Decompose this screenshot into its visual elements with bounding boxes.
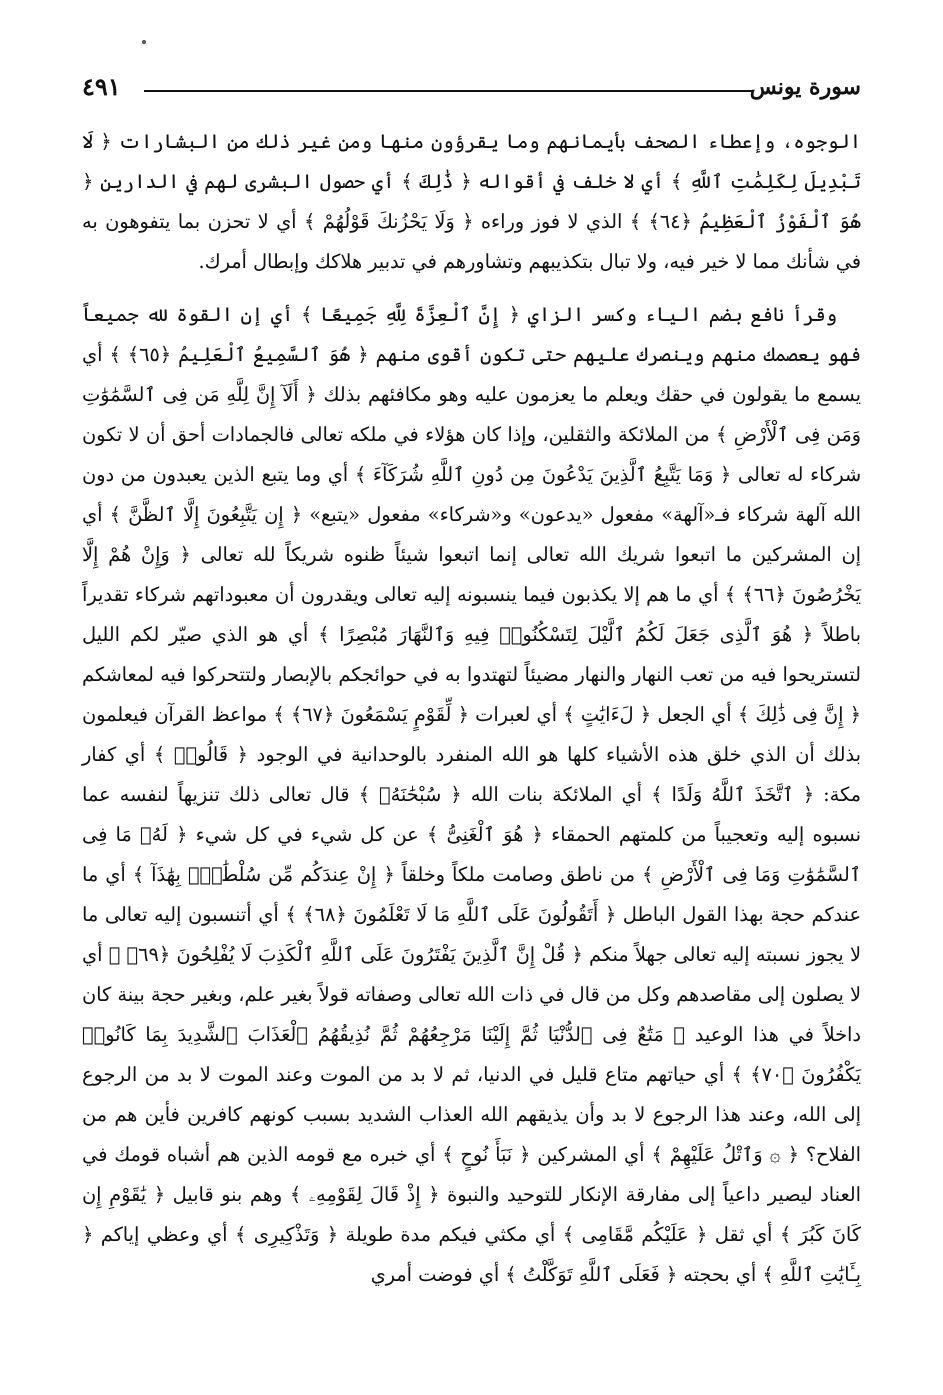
page-header	[82, 68, 861, 112]
commentary-body	[82, 122, 861, 1295]
header-rule	[144, 90, 753, 92]
surah-title: سورة يونس	[749, 74, 861, 100]
paragraph: الوجوه، وإعطاء الصحف بأيمانهم وما يقرؤون منها ومن غير ذلك من البشارات ﴿ لَا تَبْدِيلَ لِكَلِمَٰتِ ٱللَّهِ ﴾ أي لا خلف في أقواله ﴿ ذَٰلِكَ ﴾ أي حصول البشرى لهم في الدارين ﴿ هُوَ ٱلْفَوْزُ ٱلْعَظِيمُ ﴿٦٤﴾ ﴾ الذي لا فوز وراءه ﴿ وَلَا يَحْزُنكَ قَوْلُهُمْ ﴾ أي لا تحزن بما يتفوهون به في شأنك مما لا خير فيه، ولا تبال بتكذيبهم وتشاورهم في تدبير هلاكك وإبطال أمرك.	[82, 130, 862, 273]
page-number: ٤٩١	[82, 72, 121, 101]
paragraph: وقرأ نافع بضم الياء وكسر الزاي ﴿ إِنَّ ٱلْعِزَّةَ لِلَّهِ جَمِيعًا ﴾ أي إن القوة لله جميعاً فهو يعصمك منهم وينصرك عليهم حتى تكون أقوى منهم ﴿ هُوَ ٱلسَّمِيعُ ٱلْعَلِيمُ ﴿٦٥﴾ ﴾ أي يسمع ما يقولون في حقك ويعلم ما يعزمون عليه وهو مكافئهم بذلك ﴿ أَلَآ إِنَّ لِلَّهِ مَن فِى ٱلسَّمَٰوَٰتِ وَمَن فِى ٱلْأَرْضِ ﴾ من الملائكة والثقلين، وإذا كان هؤلاء في ملكه تعالى فالجمادات أحق أن لا تكون شركاء له تعالى ﴿ وَمَا يَتَّبِعُ ٱلَّذِينَ يَدْعُونَ مِن دُونِ ٱللَّهِ شُرَكَآءَ ﴾ أي وما يتبع الذين يعبدون من دون الله آلهة شركاء فـ«آلهة» مفعول «يدعون» و«شركاء» مفعول «يتبع» ﴿ إِن يَتَّبِعُونَ إِلَّا ٱلظَّنَّ ﴾ أي إن المشركين ما اتبعوا شريك الله تعالى إنما اتبعوا شيئاً ظنوه شريكاً لله تعالى ﴿ وَإِنْ هُمْ إِلَّا يَخْرُصُونَ ﴿٦٦﴾ ﴾ أي ما هم إلا يكذبون فيما ينسبونه إليه تعالى ويقدرون أن معبوداتهم شركاء تقديراً باطلاً ﴿ هُوَ ٱلَّذِى جَعَلَ لَكُمُ ٱلَّيْلَ لِتَسْكُنُوا۟ فِيهِ وَٱلنَّهَارَ مُبْصِرًا ﴾ أي هو الذي صيّر لكم الليل لتستريحوا فيه من تعب النهار والنهار مضيئاً لتهتدوا به في حوائجكم بالإبصار ولتتحركوا فيه لمعاشكم ﴿ إِنَّ فِى ذَٰلِكَ ﴾ أي الجعل ﴿ لَءَايَٰتٍ ﴾ أي لعبرات ﴿ لِّقَوْمٍ يَسْمَعُونَ ﴿٦٧﴾ ﴾ مواعظ القرآن فيعلمون بذلك أن الذي خلق هذه الأشياء كلها هو الله المنفرد بالوحدانية في الوجود ﴿ قَالُوا۟ ﴾ أي كفار مكة: ﴿ ٱتَّخَذَ ٱللَّهُ وَلَدًا ﴾ أي الملائكة بنات الله ﴿ سُبْحَٰنَهُۥ ﴾ قال تعالى ذلك تنزيهاً لنفسه عما نسبوه إليه وتعجيباً من كلمتهم الحمقاء ﴿ هُوَ ٱلْغَنِىُّ ﴾ عن كل شيء في كل شيء ﴿ لَهُۥ مَا فِى ٱلسَّمَٰوَٰتِ وَمَا فِى ٱلْأَرْضِ ﴾ من ناطق وصامت ملكاً وخلقاً ﴿ إِنْ عِندَكُم مِّن سُلْطَٰنٍۭ بِهَٰذَآ ﴾ أي ما عندكم حجة بهذا القول الباطل ﴿ أَتَقُولُونَ عَلَى ٱللَّهِ مَا لَا تَعْلَمُونَ ﴿٦٨﴾ ﴾ أي أتنسبون إليه تعالى ما لا يجوز نسبته إليه تعالى جهلاً منكم ﴿ قُلْ إِنَّ ٱلَّذِينَ يَفْتَرُونَ عَلَى ٱللَّهِ ٱلْكَذِبَ لَا يُفْلِحُونَ ﴿٦٩﴾ ﴾ أي لا يصلون إلى مقاصدهم وكل من قال في ذات الله تعالى وصفاته قولاً بغير علم، وبغير حجة بينة كان داخلاً في هذا الوعيد ﴿ مَتَٰعٌ فِى ٱلدُّنْيَا ثُمَّ إِلَيْنَا مَرْجِعُهُمْ ثُمَّ نُذِيقُهُمُ ٱلْعَذَابَ ٱلشَّدِيدَ بِمَا كَانُوا۟ يَكْفُرُونَ ﴿٧٠﴾ ﴾ أي حياتهم متاع قليل في الدنيا، ثم لا بد من الموت وعند الموت لا بد من الرجوع إلى الله، وعند هذا الرجوع لا بد وأن يذيقهم الله العذاب الشديد بسبب كونهم كافرين فأين هم من الفلاح؟ ﴿ ۞ وَٱتْلُ عَلَيْهِمْ ﴾ أي المشركين ﴿ نَبَأَ نُوحٍ ﴾ أي خبره مع قومه الذين هم أشباه قومك في العناد ليصير داعياً إلى مفارقة الإنكار للتوحيد والنبوة ﴿ إِذْ قَالَ لِقَوْمِهِۦ ﴾ وهم بنو قابيل ﴿ يَٰقَوْمِ إِن كَانَ كَبُرَ ﴾ أي ثقل ﴿ عَلَيْكُم مَّقَامِى ﴾ أي مكثي فيكم مدة طويلة ﴿ وَتَذْكِيرِى ﴾ أي وعظي إياكم ﴿ بِـَٔايَٰتِ ٱللَّهِ ﴾ أي بحجته ﴿ فَعَلَى ٱللَّهِ تَوَكَّلْتُ ﴾ أي فوضت أمري	[82, 303, 862, 1286]
scan-speck	[142, 40, 146, 44]
